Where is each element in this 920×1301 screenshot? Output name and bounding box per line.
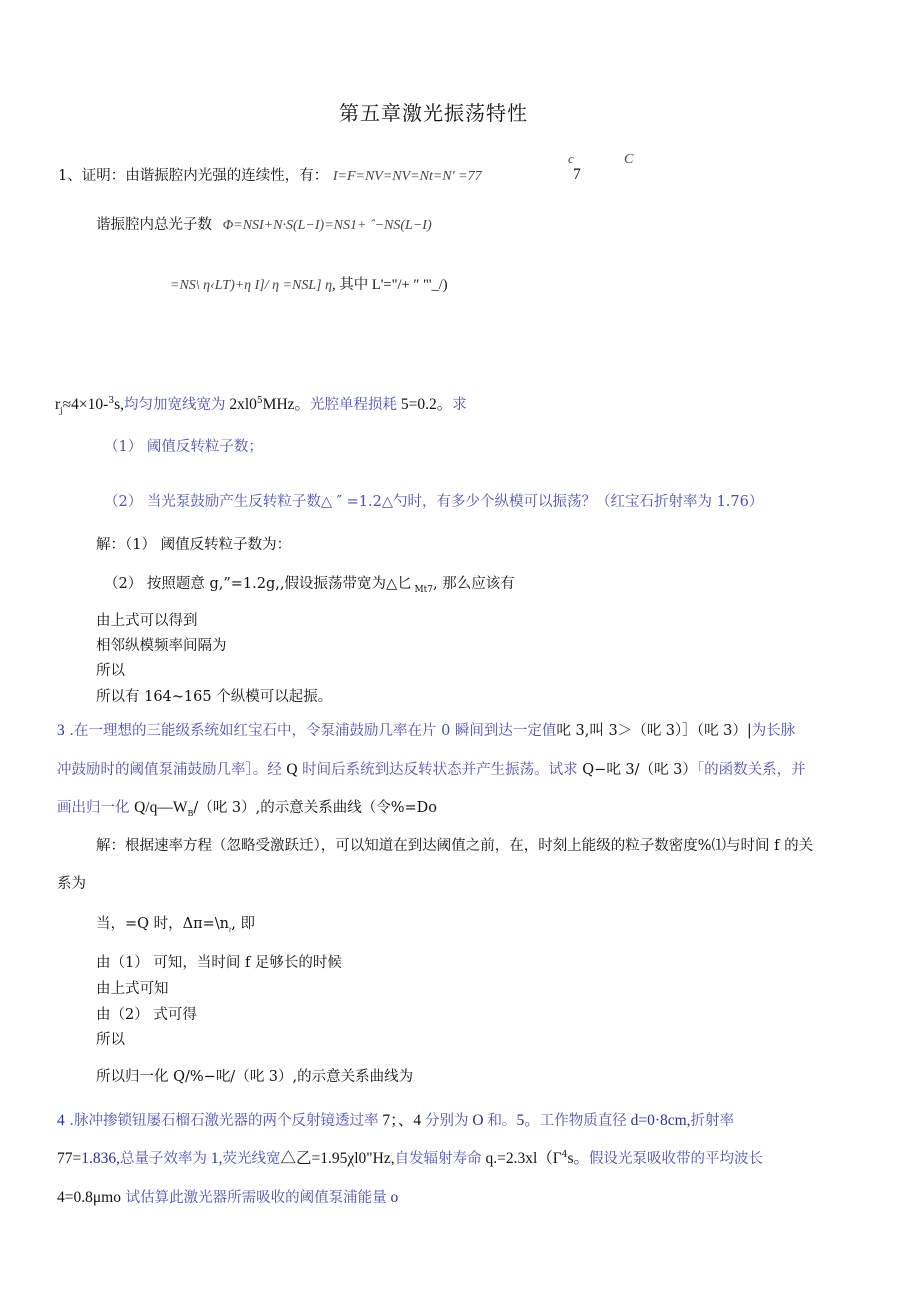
- problem-3-line-1: 3 .在一理想的三能级系统如红宝石中，令泵浦鼓励几率在片 0 瞬间到达一定值叱 3,叫 3＞（叱 3）］（叱 3）|为长脉: [57, 722, 796, 739]
- solution-3-line-2: 系为: [57, 876, 86, 892]
- photon-result-where: , 其中 L'="/+ ″ "'_/): [332, 277, 448, 293]
- photon-result-formula: =NS\ η‹LT)+η I]/ η =NSL] η: [170, 278, 333, 293]
- photon-result-line: [170, 275, 448, 296]
- chapter-title: 第五章激光振荡特性: [339, 101, 528, 125]
- solution-line: 相邻纵模频率间隔为: [96, 638, 227, 654]
- problem-4-line-2: 77=1.836,总量子效率为 1,荧光线宽△乙=1.95χl0"Hz,自发辐射寿命 $q.=2.3xl(\Gamma^4s$。假设光泵吸收带的平均波长: [57, 1150, 763, 1167]
- problem-3-line-2: 冲鼓励时的阈值泵浦鼓励几率］。经 Q 时间后系统到达反转状态并产生振荡。试求 Q−叱 3/（叱 3）「的函数关系，并: [57, 761, 806, 778]
- fraction-marker-C: C: [624, 152, 634, 167]
- solution-conclusion: 所以归一化 Q/%−叱/（叱 3）,的示意关系曲线为: [96, 1069, 414, 1085]
- question-2-1: （1） 阈值反转粒子数；: [104, 439, 263, 455]
- total-photons-line: [96, 215, 432, 236]
- total-photons-lead: 谐振腔内总光子数: [96, 217, 212, 233]
- solution-3-line-3: 当，=Q 时，$\Delta\pi=\backslash n_t$, 即: [96, 916, 255, 934]
- solution-line: 所以: [96, 663, 125, 679]
- solution-line: 由（1） 可知，当时间 f 足够长的时候: [96, 955, 342, 971]
- problem-2-parameters: $r_j\approx 4\times 10-^3s$,均匀加宽线宽为 $2xl0^5MHz$。光腔单程损耗 5=0.2。求: [55, 396, 467, 415]
- problem-4-line-1: 4 .脉冲掺锁钮屡石榴石激光器的两个反射镜透过率 7；、4 分别为 O 和。5。工作物质直径 d=0·8cm,折射率: [57, 1112, 735, 1129]
- fraction-denominator: 7: [573, 166, 581, 183]
- solution-line: 由（2） 式可得: [96, 1007, 197, 1023]
- problem-1-formula: I=F=NV=NV=Nt=N' =77: [332, 169, 482, 184]
- fraction-marker-c: c: [568, 151, 574, 166]
- solution-line: 由上式可以得到: [96, 613, 198, 629]
- problem-1-statement: [58, 166, 482, 187]
- solution-3-line-1: 解：根据速率方程（忽略受激跃迁），可以知道在到达阈值之前，在，时刻上能级的粒子数密度%⑴与时间 f 的关: [96, 838, 814, 854]
- solution-2-1: 解：（1） 阈值反转粒子数为：: [96, 537, 292, 553]
- solution-2-2: （2） 按照题意 g,”=1.2g,,假设振荡带宽为△匕 $_{Mt7}$, 那么应该有: [104, 576, 515, 595]
- solution-line: 由上式可知: [96, 981, 169, 997]
- total-photons-formula: Φ=NSI+N·S(L−I)=NS1+ ˆ−NS(L−I): [222, 218, 432, 233]
- solution-conclusion: 所以有 164~165 个纵模可以起振。: [96, 689, 333, 705]
- problem-1-lead: 1、证明：由谐振腔内光强的连续性，有：: [58, 168, 329, 184]
- question-2-2: （2） 当光泵鼓励产生反转粒子数△ ″ =1.2△勺时，有多少个纵模可以振荡？（红宝石折射率为 1.76）: [104, 494, 764, 510]
- problem-4-line-3: 4=0.8μmo 试估算此激光器所需吸收的阈值泵浦能量 o: [57, 1189, 399, 1206]
- solution-line: 所以: [96, 1032, 125, 1048]
- problem-3-line-3: 画出归一化 $Q/q—W_B/$（叱 3）,的示意关系曲线（令%=Do: [57, 799, 438, 818]
